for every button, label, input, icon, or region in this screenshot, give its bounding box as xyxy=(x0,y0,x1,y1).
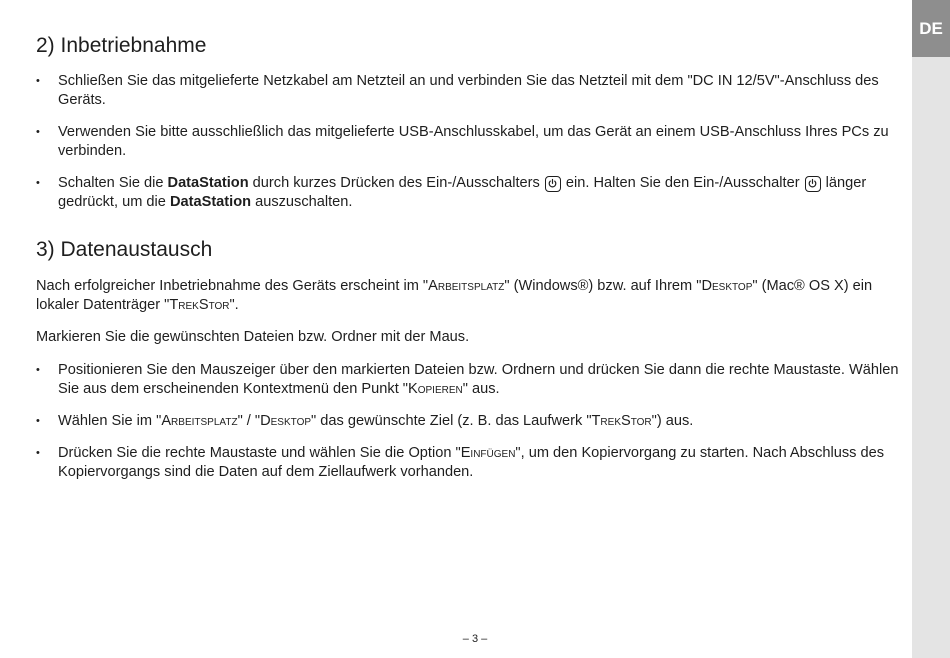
section-2-list xyxy=(36,72,902,212)
paragraph: Markieren Sie die gewünschten Dateien bzw. Ordner mit der Maus. xyxy=(36,329,470,345)
side-strip xyxy=(912,0,950,658)
power-icon xyxy=(805,176,821,192)
product-name: DataStation xyxy=(169,194,252,210)
section-2-heading: 2) Inbetriebnahme xyxy=(36,34,207,57)
list-item: • Wählen Sie im "Arbeitsplatz" / "Desktop" das gewünschte Ziel (z. B. das Laufwerk "TrekStor") aus. xyxy=(36,412,902,431)
list-item: • Schalten Sie die DataStation durch kurzes Drücken des Ein-/Ausschalters ein. Halten Sie den Ein-/Ausschalter länger gedrückt, um die DataStation auszuschalten. xyxy=(36,174,902,212)
list-item: • Verwenden Sie bitte ausschließlich das mitgelieferte USB-Anschlusskabel, um das Gerät an einem USB-Anschluss Ihres PCs zu verbinden. xyxy=(36,123,902,161)
list-item: • Schließen Sie das mitgelieferte Netzkabel am Netzteil an und verbinden Sie das Netzteil mit dem "DC IN 12/5V"-Anschluss des Geräts. xyxy=(36,72,902,110)
power-icon xyxy=(545,176,561,192)
section-3-heading: 3) Datenaustausch xyxy=(36,238,213,261)
list-item: • Positionieren Sie den Mauszeiger über den markierten Dateien bzw. Ordnern und drücken Sie dann die rechte Maustaste. Wählen Sie aus dem erscheinenden Kontextmenü den Punkt "Kopieren" aus. xyxy=(36,361,902,399)
page-number: – 3 – xyxy=(462,633,488,645)
language-tab: DE xyxy=(912,0,950,57)
paragraph: Nach erfolgreicher Inbetriebnahme des Geräts erscheint im "Arbeitsplatz" (Windows®) bzw. auf Ihrem "Desktop" (Mac® OS X) ein lokaler Datenträger "TrekStor". xyxy=(36,278,873,313)
page-content xyxy=(36,33,902,495)
section-3-list xyxy=(36,361,902,482)
product-name: DataStation xyxy=(167,175,249,191)
list-item: • Drücken Sie die rechte Maustaste und wählen Sie die Option "Einfügen", um den Kopiervorgang zu starten. Nach Abschluss des Kopiervorgangs sind die Daten auf dem Ziellaufwerk vorhanden. xyxy=(36,444,902,482)
